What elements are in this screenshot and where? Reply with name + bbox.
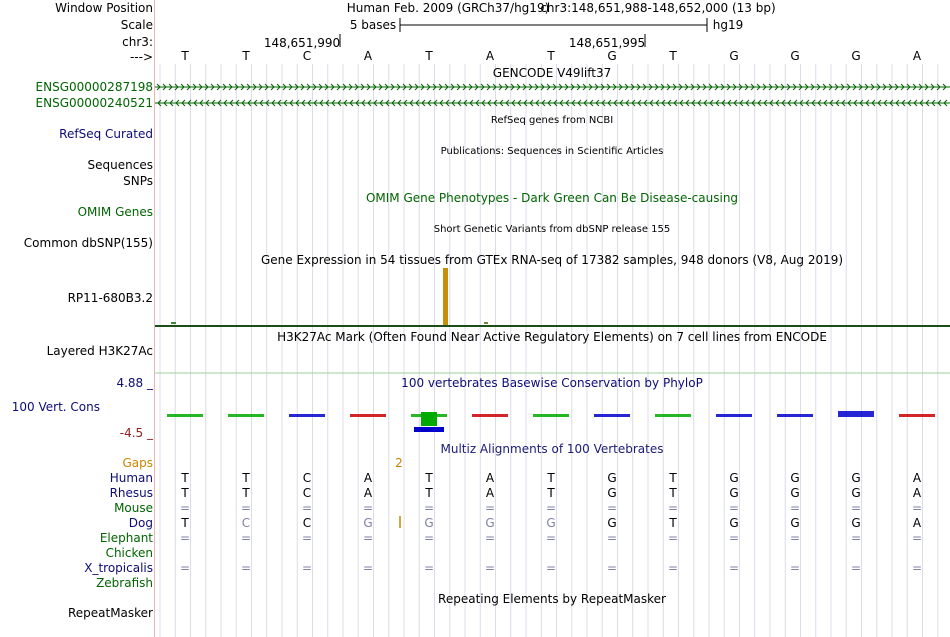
scale-label: Scale: [120, 18, 153, 32]
alignment-base: T: [669, 471, 677, 485]
alignment-base: G: [729, 486, 739, 500]
alignment-base: T: [181, 471, 189, 485]
alignment-base: A: [485, 471, 495, 485]
cons-logo-mark: [414, 427, 444, 432]
gtex-bar-small: [171, 322, 176, 324]
alignment-base: =: [850, 501, 862, 515]
species-label-human[interactable]: Human: [109, 471, 153, 485]
alignment-base: =: [850, 561, 862, 575]
gene-label-1[interactable]: ENSG00000287198: [35, 80, 153, 94]
window-position-label: Window Position: [55, 1, 153, 15]
repeatmasker-title: Repeating Elements by RepeatMasker: [438, 592, 666, 606]
alignment-base: =: [911, 561, 923, 575]
alignment-base: A: [363, 471, 373, 485]
alignment-base: T: [242, 486, 250, 500]
alignment-base: =: [667, 561, 679, 575]
cons-logo-mark: [228, 414, 264, 417]
alignment-base: =: [667, 531, 679, 545]
cons-logo-mark: [899, 414, 935, 417]
alignment-base: =: [606, 561, 618, 575]
cons-logo-mark: [838, 411, 874, 417]
alignment-base: A: [912, 486, 922, 500]
alignment-base: =: [728, 501, 740, 515]
cons-min-label: -4.5 _: [119, 426, 153, 440]
alignment-base: G: [729, 471, 739, 485]
cons-logo-mark: [533, 414, 569, 417]
base-letter: G: [851, 49, 861, 63]
alignment-base: =: [301, 531, 313, 545]
base-letter: A: [363, 49, 373, 63]
position-left: 148,651,990: [263, 36, 341, 50]
alignment-base: =: [545, 531, 557, 545]
alignment-base: =: [606, 531, 618, 545]
alignment-base: =: [606, 501, 618, 515]
assembly-text: Human Feb. 2009 (GRCh37/hg19): [346, 1, 550, 15]
h3k27-title: H3K27Ac Mark (Often Found Near Active Regulatory Elements) on 7 cell lines from ENCODE: [277, 330, 827, 344]
alignment-base: G: [790, 516, 800, 530]
alignment-base: =: [484, 531, 496, 545]
alignment-base: G: [851, 516, 861, 530]
alignment-base: =: [911, 531, 923, 545]
species-label-dog[interactable]: Dog: [128, 516, 153, 530]
gtex-title: Gene Expression in 54 tissues from GTEx RNA-seq of 17382 samples, 948 donors (V8, Aug 2019): [260, 253, 844, 267]
alignment-base: =: [240, 501, 252, 515]
alignment-base: G: [607, 486, 617, 500]
alignment-base: =: [362, 501, 374, 515]
gaps-value: 2: [395, 456, 403, 470]
cons-logo-mark: [777, 414, 813, 417]
alignment-base: A: [485, 486, 495, 500]
alignment-base: C: [241, 516, 251, 530]
species-label-rhesus[interactable]: Rhesus: [109, 486, 153, 500]
species-label-zebrafish[interactable]: Zebrafish: [96, 576, 153, 590]
base-letter: T: [425, 49, 433, 63]
gene-label-2[interactable]: ENSG00000240521: [35, 96, 153, 110]
species-label-elephant[interactable]: Elephant: [99, 531, 153, 545]
alignment-base: =: [362, 531, 374, 545]
h3k27-label[interactable]: Layered H3K27Ac: [46, 344, 153, 358]
chr-label: chr3:: [122, 35, 153, 49]
gtex-gene-label[interactable]: RP11-680B3.2: [67, 291, 153, 305]
alignment-base: T: [181, 516, 189, 530]
alignment-base: =: [423, 531, 435, 545]
species-label-x_tropicalis[interactable]: X_tropicalis: [84, 561, 153, 575]
cons-logo-mark: [716, 414, 752, 417]
alignment-base: =: [179, 561, 191, 575]
species-label-mouse[interactable]: Mouse: [114, 501, 153, 515]
alignment-base: =: [789, 561, 801, 575]
cons-label[interactable]: 100 Vert. Cons: [11, 400, 100, 414]
cons-max-label: 4.88 _: [116, 376, 153, 390]
alignment-base: =: [301, 501, 313, 515]
refseq-title: RefSeq genes from NCBI: [490, 115, 614, 126]
alignment-base: G: [607, 471, 617, 485]
alignment-base: =: [240, 561, 252, 575]
alignment-base: T: [425, 486, 433, 500]
scale-db: hg19: [712, 18, 744, 32]
dbsnp-title: Short Genetic Variants from dbSNP release 155: [433, 224, 671, 235]
alignment-base: T: [669, 516, 677, 530]
alignment-base: =: [179, 501, 191, 515]
alignment-base: G: [607, 516, 617, 530]
alignment-base: =: [423, 561, 435, 575]
base-letter: C: [302, 49, 312, 63]
alignment-base: G: [790, 471, 800, 485]
alignment-base: =: [850, 531, 862, 545]
alignment-base: T: [425, 471, 433, 485]
repeatmasker-label[interactable]: RepeatMasker: [67, 606, 153, 620]
alignment-base: G: [424, 516, 434, 530]
sequences-label[interactable]: Sequences: [87, 158, 153, 172]
alignment-base: G: [729, 516, 739, 530]
base-letter: A: [912, 49, 922, 63]
alignment-base: T: [181, 486, 189, 500]
base-letter: T: [547, 49, 555, 63]
alignment-base: G: [851, 471, 861, 485]
cons-logo-mark: [167, 414, 203, 417]
alignment-base: G: [485, 516, 495, 530]
base-letter: G: [790, 49, 800, 63]
alignment-base: =: [484, 561, 496, 575]
alignment-base: C: [302, 516, 312, 530]
alignment-base: =: [179, 531, 191, 545]
alignment-base: =: [728, 531, 740, 545]
scale-text: 5 bases: [349, 18, 397, 32]
alignment-base: =: [789, 531, 801, 545]
alignment-base: =: [545, 501, 557, 515]
alignment-base: G: [546, 516, 556, 530]
cons-logo-mark: [472, 414, 508, 417]
alignment-base: T: [547, 486, 555, 500]
base-letter: A: [485, 49, 495, 63]
alignment-base: A: [912, 516, 922, 530]
species-label-chicken[interactable]: Chicken: [105, 546, 153, 560]
alignment-base: =: [545, 561, 557, 575]
alignment-base: =: [911, 501, 923, 515]
base-letter: T: [669, 49, 677, 63]
base-letter: G: [729, 49, 739, 63]
alignment-base: C: [302, 486, 312, 500]
omim-label[interactable]: OMIM Genes: [77, 205, 153, 219]
position-right: 148,651,995: [568, 36, 646, 50]
alignment-base: T: [669, 486, 677, 500]
alignment-base: A: [363, 486, 373, 500]
gaps-label: Gaps: [122, 456, 153, 470]
base-letter: T: [242, 49, 250, 63]
alignment-base: =: [484, 501, 496, 515]
cons-logo-mark: [655, 414, 691, 417]
cons-logo-mark: [289, 414, 325, 417]
gencode-title: GENCODE V49lift37: [492, 66, 612, 80]
alignment-base: G: [851, 486, 861, 500]
gtex-bar: [443, 268, 448, 325]
base-letter: T: [181, 49, 189, 63]
alignment-base: A: [912, 471, 922, 485]
cons-logo-mark: [421, 412, 437, 426]
alignment-base: =: [240, 531, 252, 545]
alignment-base: G: [790, 486, 800, 500]
base-letter: G: [607, 49, 617, 63]
alignment-base: =: [728, 561, 740, 575]
alignment-base: =: [667, 501, 679, 515]
alignment-base: =: [362, 561, 374, 575]
omim-title: OMIM Gene Phenotypes - Dark Green Can Be Disease-causing: [365, 191, 739, 205]
snps-label[interactable]: SNPs: [123, 174, 153, 188]
gtex-bar-small: [484, 322, 488, 324]
alignment-base: =: [423, 501, 435, 515]
publications-title: Publications: Sequences in Scientific Articles: [440, 146, 664, 157]
strand-arrow-label: --->: [129, 50, 153, 64]
multiz-title: Multiz Alignments of 100 Vertebrates: [440, 442, 664, 456]
cons-title: 100 vertebrates Basewise Conservation by PhyloP: [401, 376, 703, 390]
alignment-base: C: [302, 471, 312, 485]
alignment-base: =: [789, 501, 801, 515]
refseq-label[interactable]: RefSeq Curated: [59, 127, 153, 141]
cons-logo-mark: [594, 414, 630, 417]
alignment-base: G: [363, 516, 373, 530]
dbsnp-label[interactable]: Common dbSNP(155): [23, 236, 153, 250]
coords-text: chr3:148,651,988-148,652,000 (13 bp): [540, 1, 776, 15]
alignment-base: T: [547, 471, 555, 485]
alignment-base: =: [301, 561, 313, 575]
cons-logo-mark: [350, 414, 386, 417]
alignment-base: T: [242, 471, 250, 485]
